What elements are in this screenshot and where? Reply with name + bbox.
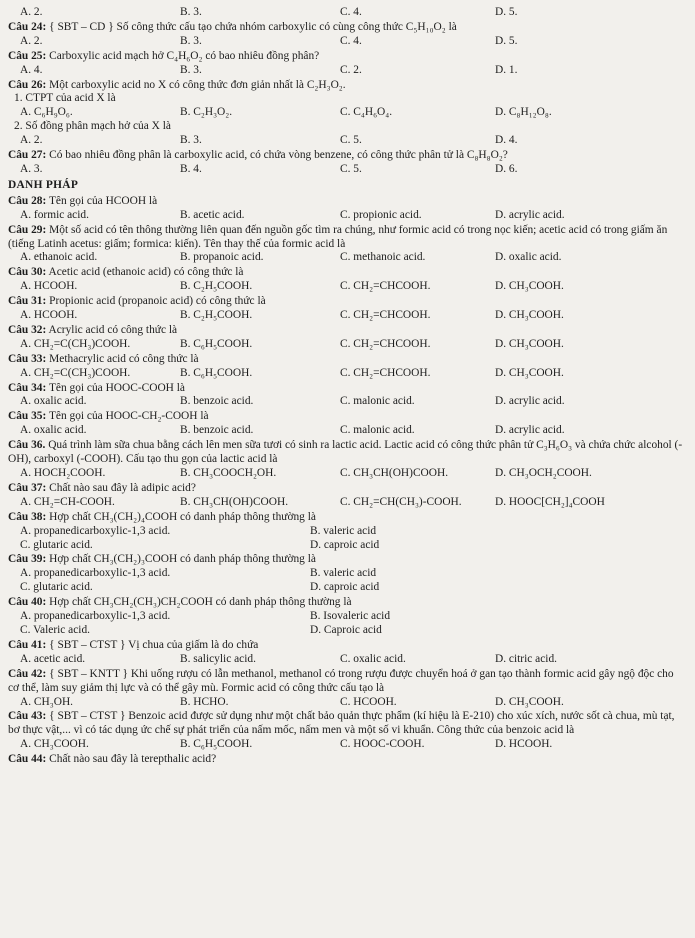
option: C. HCOOH. [340, 695, 397, 708]
question-34 [8, 382, 685, 410]
sub-question: 2. Số đồng phân mạch hở của X là [14, 120, 171, 133]
option: C. oxalic acid. [340, 652, 406, 665]
option: A. 2. [20, 6, 43, 18]
question-36 [8, 439, 685, 481]
question-number: Câu 38: [8, 510, 47, 523]
question-28 [8, 195, 685, 223]
option: D. CH₃COOH. [495, 695, 564, 708]
option: A. propanedicarboxylic-1,3 acid. [20, 524, 171, 537]
option: A. 2. [20, 34, 43, 47]
question-stem: Hợp chất CH₃(CH₂)₄COOH có danh pháp thông thường là [49, 510, 316, 523]
question-number: Câu 25: [8, 49, 47, 62]
question-stem: Propionic acid (propanoic acid) có công thức là [49, 295, 266, 308]
question-stem-line [8, 753, 685, 767]
question-stem-line [8, 710, 685, 738]
question-stem-line [8, 439, 685, 467]
option-row [8, 610, 685, 624]
option: A. formic acid. [20, 208, 89, 221]
question-number: Câu 26: [8, 78, 47, 91]
question-number: Câu 41: [8, 638, 47, 651]
option: B. benzoic acid. [180, 395, 254, 408]
sub-question: 1. CTPT của acid X là [14, 92, 116, 105]
option-row [8, 467, 685, 481]
option: A. acetic acid. [20, 652, 86, 665]
question-stem-line [8, 639, 685, 653]
option: C. C₄H₆O₄. [340, 106, 393, 119]
option-row [8, 280, 685, 294]
option: C. 4. [340, 6, 362, 18]
option: C. CH₂=CHCOOH. [340, 309, 431, 322]
option: B. C₂H₅COOH. [180, 280, 253, 293]
question-stem-line [8, 511, 685, 525]
option-row [8, 539, 685, 553]
option: A. HCOOH. [20, 309, 78, 322]
option: C. propionic acid. [340, 208, 422, 221]
option: D. CH₃OCH₂COOH. [495, 467, 592, 479]
question-stem: { SBT – CTST } Benzoic acid được sử dụng như một chất bảo quản thực phẩm (kí hiệu là E-210) cho xúc xích, nước sốt cà chua, mù tạt, bơ thực vật,... vì có tác dụng ức chế sự phát triển của nấm mốc, nấm men và một số vi khuẩn. Công thức của benzoic acid là [8, 710, 675, 737]
question-stem-line [8, 410, 685, 424]
option: D. CH₃COOH. [495, 337, 564, 350]
question-35 [8, 410, 685, 438]
option: B. valeric acid [310, 524, 377, 537]
option: B. acetic acid. [180, 208, 245, 221]
question-42 [8, 668, 685, 710]
option: A. 3. [20, 162, 43, 175]
option: D. HCOOH. [495, 738, 553, 751]
option-row [8, 738, 685, 752]
question-stem-line [8, 596, 685, 610]
option: A. oxalic acid. [20, 424, 87, 437]
option: C. CH₃CH(OH)COOH. [340, 467, 449, 479]
question-stem: Acetic acid (ethanoic acid) có công thức là [48, 266, 244, 279]
question-stem: Hợp chất CH₃(CH₂)₃COOH có danh pháp thông thường là [49, 553, 316, 566]
option: D. Caproic acid [310, 623, 382, 636]
option: D. oxalic acid. [495, 251, 562, 264]
question-25 [8, 50, 685, 78]
option: A. oxalic acid. [20, 395, 87, 408]
option-row [8, 367, 685, 381]
question-number: Câu 31: [8, 295, 47, 308]
option: D. acrylic acid. [495, 208, 565, 221]
question-23 [8, 6, 685, 20]
question-stem: { SBT – KNTT } Khi uống rượu có lẫn methanol, methanol có trong rượu được chuyển hoá ở gan tạo thành formic acid gây ngộ độc cho cơ thể, làm suy giảm thị lực và có thể gây mù. Formic acid có công thức cấu tạo là [8, 667, 674, 694]
option: B. 4. [180, 162, 202, 175]
question-number: Câu 42: [8, 667, 47, 680]
question-stem: Acrylic acid có công thức là [48, 323, 178, 336]
question-stem-line [8, 266, 685, 280]
option: B. C₆H₅COOH. [180, 738, 253, 751]
nomenclature-questions [8, 195, 685, 767]
question-44 [8, 753, 685, 767]
option: A. propanedicarboxylic-1,3 acid. [20, 567, 171, 580]
option: B. valeric acid [310, 567, 377, 580]
question-number: Câu 29: [8, 223, 47, 236]
option: A. CH₃OH. [20, 695, 74, 708]
question-43 [8, 710, 685, 752]
option: B. C₆H₅COOH. [180, 337, 253, 350]
option: A. propanedicarboxylic-1,3 acid. [20, 610, 171, 623]
option: A. 4. [20, 63, 43, 76]
question-number: Câu 24: [8, 20, 47, 33]
question-number: Câu 40: [8, 596, 47, 609]
question-stem-line [8, 224, 685, 252]
option: D. 1. [495, 63, 518, 76]
option: C. CH₂=CHCOOH. [340, 366, 431, 379]
question-stem-line [8, 482, 685, 496]
question-stem: Quá trình làm sữa chua bằng cách lên men sữa tươi có sinh ra lactic acid. Lactic acid có công thức phân tử C₃H₆O₃ và chứa chức alcohol (-OH), carboxyl (-COOH). Cấu tạo thu gọn của lactic acid là [8, 439, 683, 466]
question-number: Câu 30: [8, 266, 47, 279]
option: D. caproic acid [310, 538, 380, 551]
option: B. HCHO. [180, 695, 229, 708]
option-row [8, 309, 685, 323]
option: D. acrylic acid. [495, 424, 565, 437]
option-row [8, 251, 685, 265]
question-stem-line [8, 195, 685, 209]
option: C. Valeric acid. [20, 623, 91, 636]
question-number: Câu 35: [8, 410, 47, 423]
option-row [8, 696, 685, 710]
option: B. C₂H₃O₂. [180, 106, 233, 119]
question-number: Câu 36. [8, 439, 46, 452]
option: B. CH₃COOCH₂OH. [180, 467, 277, 479]
question-stem-line [8, 324, 685, 338]
question-33 [8, 353, 685, 381]
option: A. CH₂=C(CH₃)COOH. [20, 366, 131, 379]
option: A. HOCH₂COOH. [20, 467, 106, 479]
question-stem: Chất nào sau đây là adipic acid? [49, 481, 196, 494]
option: D. citric acid. [495, 652, 557, 665]
option: D. CH₃COOH. [495, 280, 564, 293]
question-stem-line [8, 295, 685, 309]
question-24 [8, 21, 685, 49]
question-stem: Có bao nhiêu đồng phân là carboxylic acid, có chứa vòng benzene, có công thức phân tử là C₈H₈O₂? [49, 149, 508, 162]
option: B. 3. [180, 63, 202, 76]
question-39 [8, 553, 685, 595]
question-26 [8, 79, 685, 149]
option: D. CH₃COOH. [495, 366, 564, 379]
question-stem-line [8, 353, 685, 367]
option-row [8, 209, 685, 223]
option: B. CH₃CH(OH)COOH. [180, 495, 289, 508]
question-27 [8, 149, 685, 177]
question-stem: Hợp chất CH₃CH₂(CH₃)CH₂COOH có danh pháp thông thường là [49, 596, 352, 609]
option: B. benzoic acid. [180, 424, 254, 437]
option-row [8, 624, 685, 638]
option: D. 5. [495, 6, 518, 18]
option-row [8, 581, 685, 595]
question-stem-line [8, 382, 685, 396]
option: B. C₂H₅COOH. [180, 309, 253, 322]
question-41 [8, 639, 685, 667]
option: D. acrylic acid. [495, 395, 565, 408]
option: C. glutaric acid. [20, 581, 93, 594]
option: A. HCOOH. [20, 280, 78, 293]
question-stem: { SBT – CTST } Vị chua của giấm là do chứa [49, 638, 259, 651]
option-row [8, 525, 685, 539]
question-number: Câu 28: [8, 194, 47, 207]
option: B. 3. [180, 6, 202, 18]
option-row [8, 424, 685, 438]
question-37 [8, 482, 685, 510]
option: C. CH₂=CHCOOH. [340, 337, 431, 350]
option: A. ethanoic acid. [20, 251, 98, 264]
option: B. salicylic acid. [180, 652, 256, 665]
option-row [8, 338, 685, 352]
option: C. glutaric acid. [20, 538, 93, 551]
option: B. C₆H₅COOH. [180, 366, 253, 379]
option: C. CH₂=CH(CH₃)-COOH. [340, 495, 462, 508]
question-stem: Một carboxylic acid no X có công thức đơn giản nhất là C₂H₃O₂. [49, 78, 346, 91]
option: C. 2. [340, 63, 362, 76]
question-38 [8, 511, 685, 553]
section-title: DANH PHÁP [8, 178, 79, 191]
option: A. CH₂=CH-COOH. [20, 495, 115, 508]
option-row [8, 653, 685, 667]
question-stem: Methacrylic acid có công thức là [49, 352, 199, 365]
option-row [8, 395, 685, 409]
question-stem: Một số acid có tên thông thường liên quan đến nguồn gốc tìm ra chúng, như formic acid có trong nọc kiến; acetic acid có trong giấm ăn (tiếng Latinh acetus: giấm; formica: kiến). Tên thay thế của formic acid là [8, 223, 668, 250]
option: A. CH₂=C(CH₃)COOH. [20, 337, 131, 350]
option: C. 4. [340, 34, 362, 47]
option: A. C₆H₉O₆. [20, 106, 73, 119]
option: D. 4. [495, 134, 518, 147]
option: D. caproic acid [310, 581, 380, 594]
question-stem: Carboxylic acid mạch hở C₄H₆O₂ có bao nhiêu đồng phân? [49, 49, 320, 62]
option: A. CH₃COOH. [20, 738, 89, 751]
question-31 [8, 295, 685, 323]
question-number: Câu 34: [8, 381, 47, 394]
option: C. HOOC-COOH. [340, 738, 425, 751]
option-row [8, 496, 685, 510]
question-stem: { SBT – CD } Số công thức cấu tạo chứa nhóm carboxylic có cùng công thức C₅H₁₀O₂ là [49, 20, 457, 33]
option: B. Isovaleric acid [310, 610, 391, 623]
option: D. HOOC[CH₂]₄COOH [495, 495, 605, 508]
option: C. malonic acid. [340, 424, 415, 437]
option: C. 5. [340, 162, 362, 175]
option: D. CH₃COOH. [495, 309, 564, 322]
question-40 [8, 596, 685, 638]
question-number: Câu 33: [8, 352, 47, 365]
option: B. propanoic acid. [180, 251, 264, 264]
question-number: Câu 32: [8, 323, 47, 336]
option: C. 5. [340, 134, 362, 147]
option: D. C₈H₁₂O₈. [495, 106, 552, 119]
question-stem: Tên gọi của HCOOH là [48, 194, 158, 207]
option-row [8, 567, 685, 581]
option: D. 6. [495, 162, 518, 175]
question-stem: Tên gọi của HOOC-COOH là [48, 381, 185, 394]
question-number: Câu 43: [8, 710, 47, 723]
question-number: Câu 27: [8, 149, 47, 162]
option: D. 5. [495, 34, 518, 47]
question-32 [8, 324, 685, 352]
question-29 [8, 224, 685, 266]
question-stem-line [8, 553, 685, 567]
option: C. CH₂=CHCOOH. [340, 280, 431, 293]
option: C. methanoic acid. [340, 251, 426, 264]
question-number: Câu 44: [8, 753, 47, 766]
option: B. 3. [180, 134, 202, 147]
question-number: Câu 39: [8, 553, 47, 566]
option: A. 2. [20, 134, 43, 147]
question-stem-line [8, 668, 685, 696]
question-stem: Chất nào sau đây là terepthalic acid? [49, 753, 217, 766]
question-stem: Tên gọi của HOOC-CH₂-COOH là [48, 410, 209, 423]
option: C. malonic acid. [340, 395, 415, 408]
question-number: Câu 37: [8, 481, 47, 494]
option: B. 3. [180, 34, 202, 47]
question-30 [8, 266, 685, 294]
